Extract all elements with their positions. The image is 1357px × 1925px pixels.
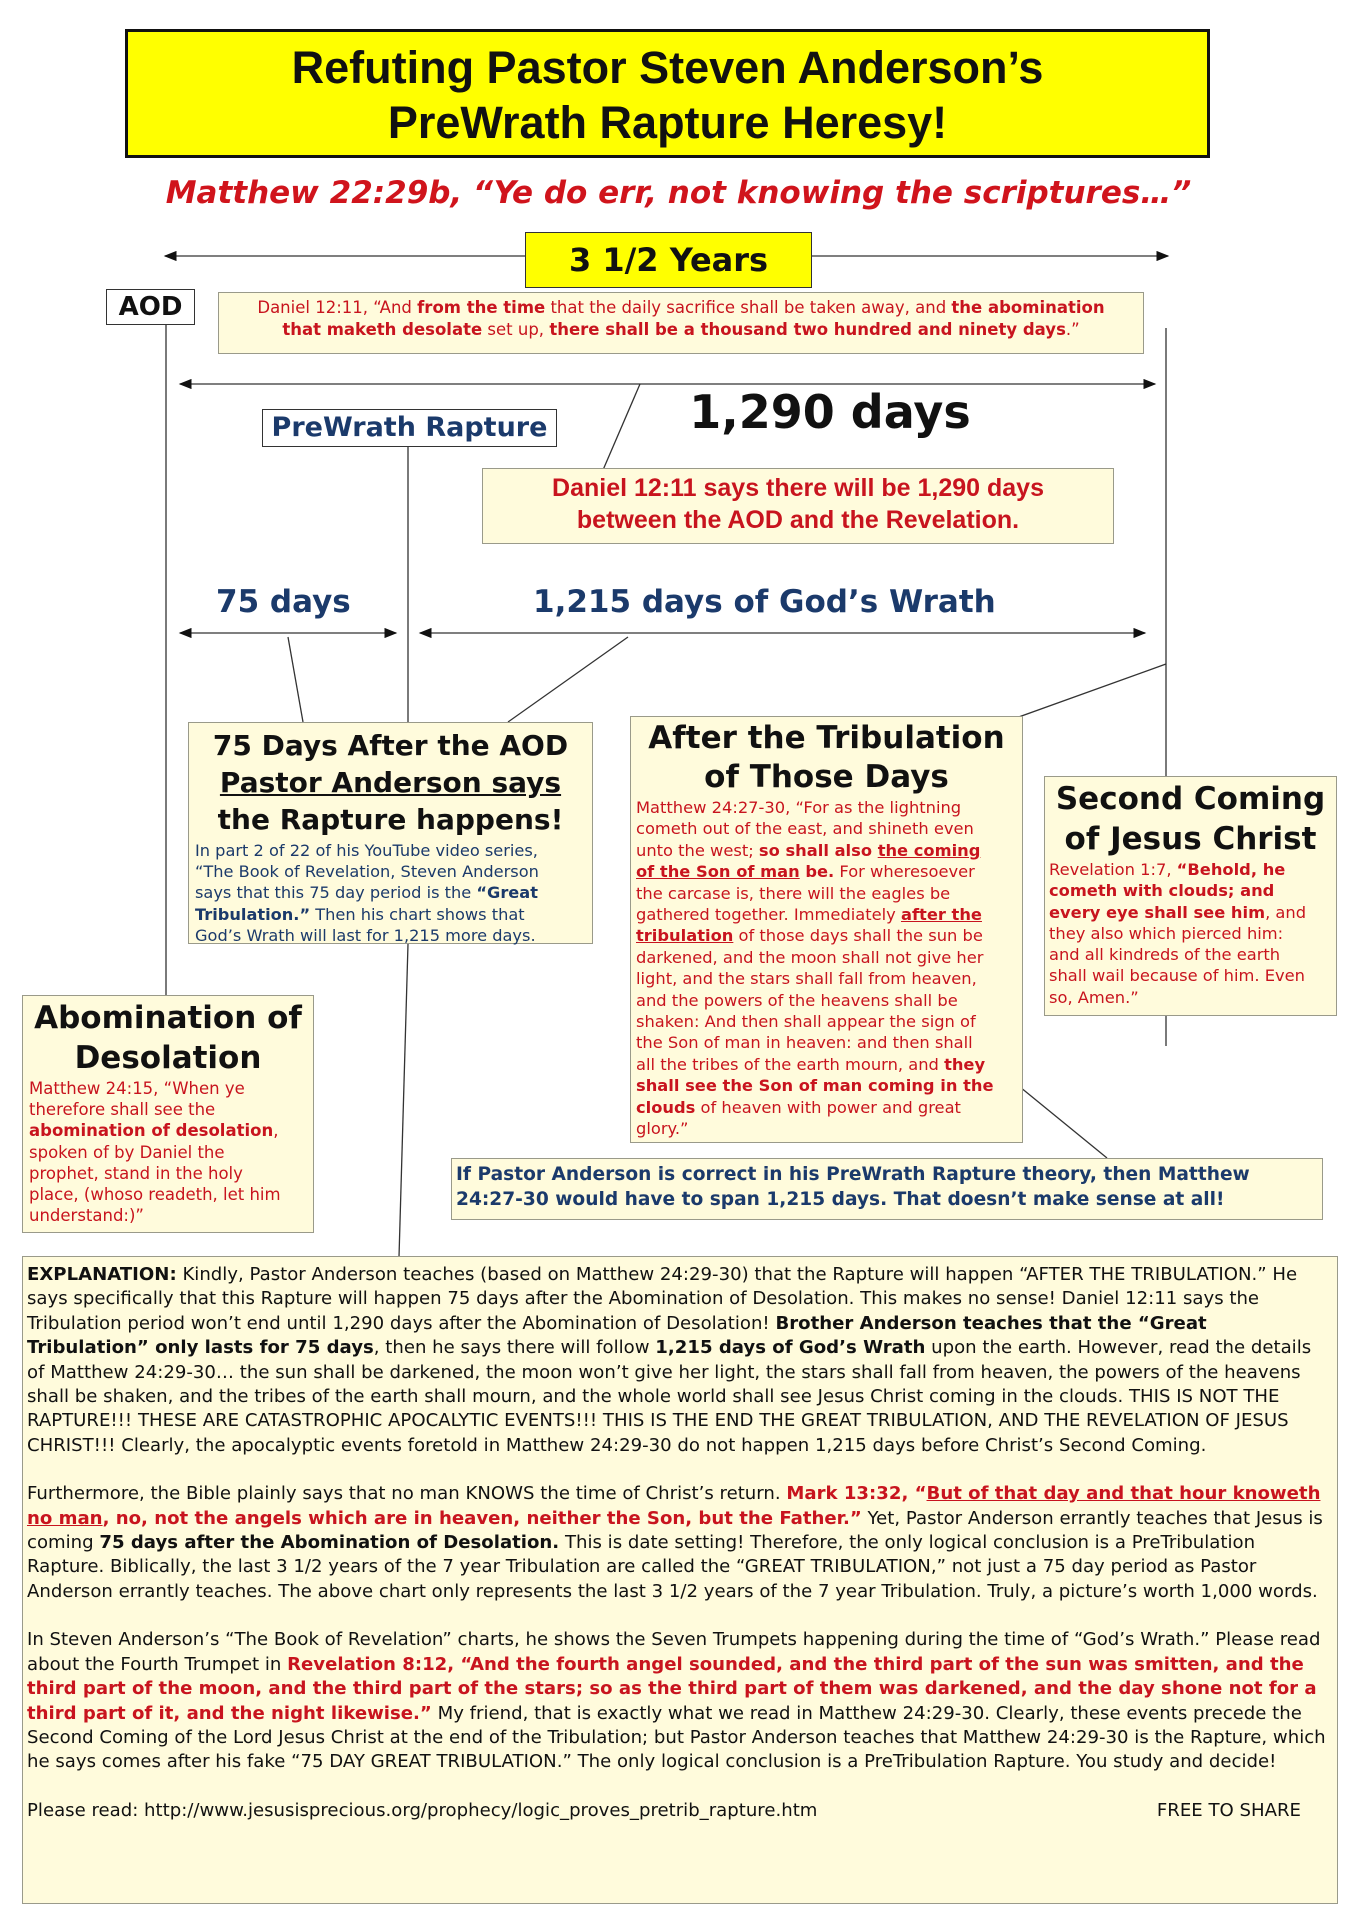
- second-coming-text: , and: [1265, 902, 1307, 922]
- prewrath-vertical-line-lower: [399, 944, 408, 1257]
- explanation-run: 75 days after the Abomination of Desolation.: [99, 1532, 560, 1554]
- second-coming-text: cometh with clouds; and: [1049, 881, 1275, 901]
- rapture-claim-heading-2: Pastor Anderson says: [219, 766, 562, 799]
- explanation-run: upon the earth. However, read the details of Matthew 24:29-30… the sun shall be darkened, the moon won’t give her light, the stars shall fall from heaven, the powers of the heavens shall be shaken, and the tribes of the earth shall mourn, and the whole world shall see Jesus Christ coming in the clouds. THIS IS NOT THE RAPTURE!!! THESE ARE CATASTROPHIC APOCALYTIC EVENTS!!! THIS IS THE END THE GREAT TRIBULATION, AND THE REVELATION OF JESUS CHRIST!!! Clearly, the apocalyptic events foretold in Matthew 24:29-30 do not happen 1,215 days before Christ’s Second Coming.: [27, 1337, 1312, 1456]
- tribulation-text: the carcase is, there will the eagles be: [636, 883, 951, 903]
- abomination-heading-1: Abomination of: [34, 1000, 302, 1036]
- explanation-run: “: [914, 1483, 927, 1505]
- second-coming-text: Revelation 1:7,: [1049, 860, 1177, 879]
- explanation-run: Revelation 8:12, “And the fourth angel sounded, and the third part of the sun was smitten, and the third part of the moon, and the third part of the stars; so as the third part of them was darkened, and the day shone not for a third part of it, and the night likewise.”: [27, 1653, 1317, 1724]
- explanation-run: Furthermore, the Bible plainly says that no man KNOWS the time of Christ’s return.: [27, 1483, 787, 1505]
- connector-second-coming: [1016, 664, 1166, 718]
- second-coming-text: they also which pierced him:: [1049, 923, 1284, 943]
- daniel-quote-part: the abomination: [951, 298, 1105, 317]
- daniel-note-box: [482, 468, 1114, 544]
- daniel-note-line-1: Daniel 12:11 says there will be 1,290 days: [552, 474, 1044, 502]
- tribulation-text: unto the west;: [636, 840, 759, 860]
- tribulation-box: [630, 716, 1023, 1143]
- tribulation-text: darkened, and the moon shall not give her: [636, 947, 984, 967]
- abomination-text: understand:)”: [29, 1206, 144, 1226]
- free-to-share: FREE TO SHARE: [1156, 1799, 1301, 1821]
- abomination-text: prophet, stand in the holy: [29, 1163, 243, 1183]
- aod-label: AOD: [106, 289, 195, 325]
- rapture-claim-text: “The Book of Revelation, Steven Anderson: [195, 862, 539, 882]
- tribulation-text: they: [944, 1054, 986, 1074]
- second-coming-text: shall wail because of him. Even: [1049, 966, 1305, 986]
- rapture-claim-text: Tribulation.”: [195, 904, 311, 924]
- abomination-text: place, (whoso readeth, let him: [29, 1185, 281, 1205]
- title-line-1: Refuting Pastor Steven Anderson’s: [291, 42, 1044, 93]
- rapture-claim-text: In part 2 of 22 of his YouTube video series,: [195, 841, 538, 860]
- explanation-run: My friend, that is exactly what we read in Matthew 24:29-30. Clearly, these events precede the Second Coming of the Lord Jesus Christ at the end of the Tribulation; but Pastor Anderson teaches that Matthew 24:29-30 is the Rapture, which he says comes after his fake “75 DAY GREAT TRIBULATION.” The only logical conclusion is a PreTribulation Rapture. You study and decide!: [27, 1702, 1326, 1773]
- second-coming-text: so, Amen.”: [1049, 987, 1139, 1007]
- daniel-quote-part: set up,: [482, 320, 550, 339]
- abomination-text: Matthew 24:15, “When ye: [29, 1079, 245, 1098]
- conclusion-box: [451, 1158, 1323, 1220]
- title-line-2: PreWrath Rapture Heresy!: [387, 97, 948, 148]
- explanation-paragraph-3: [27, 1628, 1333, 1774]
- daniel-quote-part: .”: [1065, 320, 1080, 339]
- tribulation-heading-2: of Those Days: [704, 759, 949, 795]
- rapture-claim-text: Then his chart shows that: [310, 904, 525, 924]
- explanation-paragraph-1: [27, 1263, 1333, 1458]
- tribulation-text: cometh out of the east, and shineth even: [636, 819, 974, 839]
- tribulation-text: shaken: And then shall appear the sign of: [636, 1012, 976, 1032]
- rapture-claim-text: says that this 75 day period is the: [195, 883, 477, 903]
- conclusion-line-2: 24:27-30 would have to span 1,215 days. That doesn’t make sense at all!: [456, 1189, 1225, 1210]
- abomination-text: ,: [273, 1121, 279, 1141]
- explanation-run: Yet, Pastor Anderson errantly teaches that Jesus is coming: [27, 1507, 1323, 1554]
- footer-link[interactable]: Please read: http://www.jesusisprecious.org/prophecy/logic_proves_pretrib_rapture.htm: [27, 1799, 818, 1821]
- tribulation-text: all the tribes of the earth mourn, and: [636, 1054, 945, 1074]
- tribulation-text: the coming: [877, 840, 981, 860]
- tribulation-text: of those days shall the sun be: [733, 926, 983, 946]
- explanation-run: 1,215 days of God’s Wrath: [655, 1337, 926, 1359]
- explanation-box: [22, 1256, 1338, 1904]
- prewrath-rapture-label: PreWrath Rapture: [262, 409, 557, 447]
- tribulation-text: so shall also: [758, 840, 878, 860]
- daniel-quote-part: Daniel 12:11, “And: [257, 298, 418, 317]
- second-coming-text: and all kindreds of the earth: [1049, 945, 1281, 965]
- explanation-run: , then he says there will follow: [373, 1337, 656, 1359]
- rapture-claim-text: God’s Wrath will last for 1,215 more days.: [195, 925, 536, 945]
- tribulation-text: be.: [799, 862, 835, 882]
- explanation-run: In Steven Anderson’s “The Book of Revelation” charts, he shows the Seven Trumpets happening during the time of “God’s Wrath.” Please read about the Fourth Trumpet in: [27, 1629, 1321, 1675]
- abomination-text: therefore shall see the: [29, 1100, 216, 1120]
- title-banner: [125, 29, 1210, 158]
- connector-75-days: [288, 637, 303, 722]
- daniel-quote-box: [218, 292, 1144, 354]
- second-coming-text: “Behold, he: [1176, 860, 1286, 879]
- second-coming-heading-1: Second Coming: [1055, 781, 1326, 817]
- explanation-run: EXPLANATION:: [27, 1264, 177, 1285]
- conclusion-line-1: If Pastor Anderson is correct in his PreWrath Rapture theory, then Matthew: [456, 1164, 1250, 1185]
- tribulation-text: light, and the stars shall fall from heaven,: [636, 969, 977, 989]
- second-coming-text: every eye shall see him: [1049, 902, 1266, 922]
- second-coming-box: [1044, 776, 1337, 1016]
- tribulation-heading-1: After the Tribulation: [648, 720, 1005, 756]
- explanation-run: This is date setting! Therefore, the only logical conclusion is a PreTribulation Rapture. Biblically, the last 3 1/2 years of the 7 year Tribulation are called the “GREAT TRIBULATION,” not just a 75 day period as Pastor Anderson errantly teaches. The above chart only represents the last 3 1/2 years of the 7 year Tribulation. Truly, a picture’s worth 1,000 words.: [27, 1532, 1318, 1602]
- rapture-claim-text: “Great: [476, 883, 538, 903]
- abomination-text: abomination of desolation: [29, 1121, 274, 1141]
- tribulation-text: gathered together. Immediately: [636, 905, 901, 925]
- abomination-heading-2: Desolation: [74, 1040, 262, 1076]
- tribulation-text: clouds: [636, 1097, 696, 1117]
- tribulation-text: of heaven with power and great: [695, 1097, 961, 1117]
- tribulation-text: after the: [900, 905, 982, 925]
- rapture-claim-box: [188, 722, 593, 944]
- connector-1215-days: [508, 637, 628, 722]
- days-1215-label: 1,215 days of God’s Wrath: [533, 584, 996, 620]
- abomination-text: spoken of by Daniel the: [29, 1142, 225, 1162]
- explanation-run: , no, not the angels which are in heaven, neither the Son, but the Father.”: [102, 1507, 862, 1529]
- tribulation-text: and the powers of the heavens shall be: [636, 990, 958, 1010]
- tribulation-text: tribulation: [636, 926, 734, 946]
- tribulation-text: of the Son of man: [636, 862, 800, 882]
- explanation-run: Brother Anderson teaches that the “Great Tribulation” only lasts for 75 days: [27, 1312, 1207, 1359]
- daniel-quote-part: that maketh desolate: [282, 320, 483, 339]
- daniel-quote-part: there shall be a thousand two hundred and ninety days: [549, 320, 1066, 339]
- explanation-run: Mark 13:32,: [786, 1483, 915, 1505]
- explanation-run: Kindly, Pastor Anderson teaches (based on Matthew 24:29-30) that the Rapture will happen “AFTER THE TRIBULATION.” He says specifically that this Rapture will happen 75 days after the Abomination of Desolation. This makes no sense! Daniel 12:11 says the Tribulation period won’t end until 1,290 days after the Abomination of Desolation!: [27, 1264, 1298, 1334]
- tribulation-text: glory.”: [636, 1119, 689, 1139]
- connector-conclusion: [1020, 1087, 1107, 1158]
- explanation-paragraph-2: [27, 1482, 1333, 1604]
- subtitle-verse: Matthew 22:29b, “Ye do err, not knowing the scriptures…”: [165, 175, 1192, 211]
- daniel-note-line-2: between the AOD and the Revelation.: [576, 506, 1020, 534]
- abomination-box: [22, 995, 314, 1233]
- rapture-claim-heading-3: the Rapture happens!: [217, 803, 564, 836]
- explanation-run: But of that day and that hour knoweth no man: [27, 1483, 1321, 1529]
- days-75-label: 75 days: [216, 584, 351, 620]
- tribulation-text: Matthew 24:27-30, “For as the lightning: [636, 798, 962, 817]
- years-label: 3 1/2 Years: [525, 232, 812, 288]
- days-1290-label: 1,290 days: [689, 385, 971, 439]
- tribulation-text: For wheresoever: [834, 862, 975, 882]
- tribulation-text: the Son of man in heaven: and then shall: [636, 1033, 973, 1053]
- second-coming-heading-2: of Jesus Christ: [1064, 821, 1317, 857]
- tribulation-text: shall see the Son of man coming in the: [636, 1076, 994, 1096]
- daniel-quote-part: that the daily sacrifice shall be taken away, and: [545, 298, 952, 317]
- daniel-quote-part: from the time: [417, 298, 546, 317]
- rapture-claim-heading-1: 75 Days After the AOD: [212, 729, 569, 762]
